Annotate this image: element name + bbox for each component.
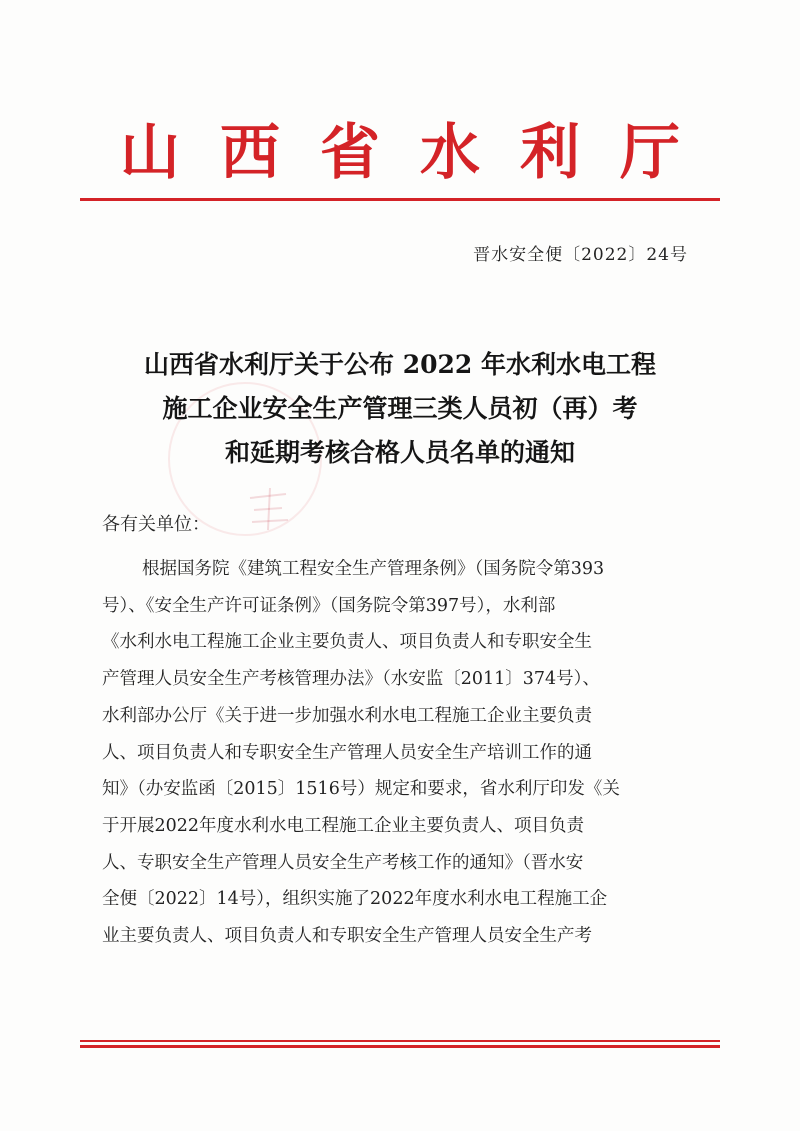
footer-red-rule [80, 1040, 720, 1042]
document-title-line: 山西省水利厅关于公布 2022 年水利水电工程 [144, 350, 656, 379]
body-line: 知》（办安监函〔2015〕1516号）规定和要求，省水利厅印发《关 [102, 779, 620, 800]
body-line: 《水利水电工程施工企业主要负责人、项目负责人和专职安全生 [102, 632, 592, 653]
document-title-line: 施工企业安全生产管理三类人员初（再）考 [162, 394, 638, 423]
body-paragraph [102, 551, 698, 955]
body-line: 全便〔2022〕14号），组织实施了2022年度水利水电工程施工企 [102, 889, 608, 910]
body-line: 人、项目负责人和专职安全生产管理人员安全生产培训工作的通 [102, 742, 592, 763]
body-line: 人、专职安全生产管理人员安全生产考核工作的通知》（晋水安 [102, 852, 584, 873]
document-title-line: 和延期考核合格人员名单的通知 [224, 438, 575, 467]
letterhead-title: 山西省水利厅 [120, 118, 720, 188]
body-line: 于开展2022年度水利水电工程施工企业主要负责人、项目负责 [102, 815, 585, 836]
salutation: 各有关单位： [102, 514, 210, 535]
document-title [90, 343, 710, 475]
letterhead-red-rule [80, 198, 720, 201]
body-line: 业主要负责人、项目负责人和专职安全生产管理人员安全生产考 [102, 926, 592, 947]
body-line: 号）、《安全生产许可证条例》（国务院令第397号），水利部 [102, 595, 556, 616]
document-number: 晋水安全便〔2022〕24号 [473, 245, 688, 265]
body-line: 根据国务院《建筑工程安全生产管理条例》（国务院令第393 [142, 559, 605, 579]
body-line: 水利部办公厅《关于进一步加强水利水电工程施工企业主要负责 [102, 705, 592, 726]
footer-red-rule [80, 1045, 720, 1048]
body-line: 产管理人员安全生产考核管理办法》（水安监〔2011〕374号）、 [102, 669, 600, 690]
seal-mark-icon [240, 480, 300, 540]
